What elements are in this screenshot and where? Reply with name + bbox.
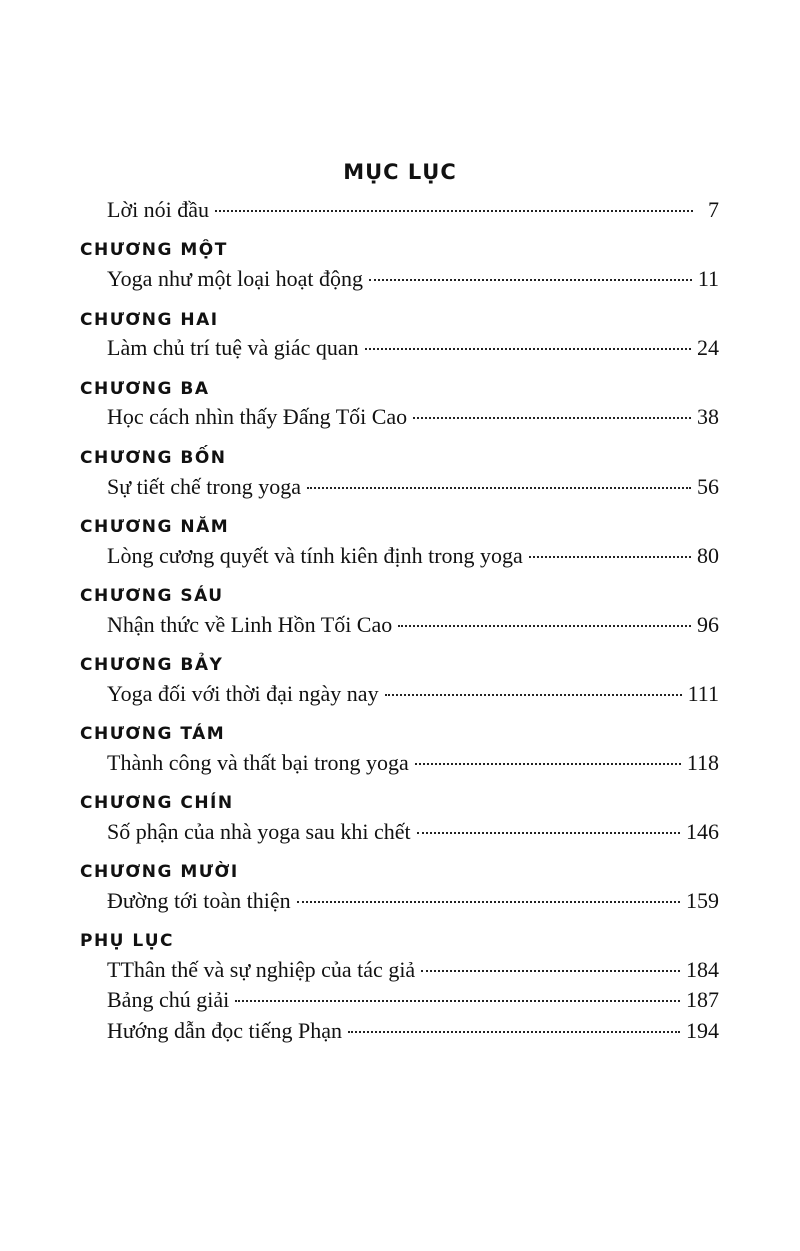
entry-title: Hướng dẫn đọc tiếng Phạn xyxy=(107,1018,342,1043)
page-number: 56 xyxy=(697,474,719,499)
toc-entry xyxy=(107,819,719,845)
chapter-heading: CHƯƠNG TÁM xyxy=(80,724,226,744)
dot-leader xyxy=(421,970,680,972)
entry-title: Bảng chú giải xyxy=(107,987,230,1012)
page-number: 194 xyxy=(686,1018,719,1043)
dot-leader xyxy=(297,901,680,903)
toc-entry xyxy=(107,612,719,638)
entry-title: Thành công và thất bại trong yoga xyxy=(107,750,409,775)
chapter-heading: CHƯƠNG BA xyxy=(80,379,210,399)
entry-title: Nhận thức về Linh Hồn Tối Cao xyxy=(107,612,393,637)
entry-title: Số phận của nhà yoga sau khi chết xyxy=(107,819,411,844)
dot-leader xyxy=(413,417,691,419)
entry-title: Yoga như một loại hoạt động xyxy=(107,266,363,291)
toc-entry xyxy=(107,987,719,1013)
toc-entry xyxy=(107,474,719,500)
page-number: 184 xyxy=(686,957,719,982)
entry-title: Lòng cương quyết và tính kiên định trong yoga xyxy=(107,543,523,568)
page-title: MỤC LỤC xyxy=(343,160,457,184)
dot-leader xyxy=(417,832,680,834)
page-number: 11 xyxy=(697,266,719,291)
toc-entry xyxy=(107,750,719,776)
entry-title: Yoga đối với thời đại ngày nay xyxy=(107,681,379,706)
dot-leader xyxy=(307,487,691,489)
dot-leader xyxy=(215,210,693,212)
dot-leader xyxy=(529,556,691,558)
chapter-heading: CHƯƠNG BỐN xyxy=(80,448,227,468)
dot-leader xyxy=(235,1000,680,1002)
toc-entry xyxy=(107,404,719,430)
toc-entry xyxy=(107,266,719,292)
entry-title: Đường tới toàn thiện xyxy=(107,888,291,913)
dot-leader xyxy=(398,625,691,627)
dot-leader xyxy=(365,348,691,350)
page-number: 146 xyxy=(686,819,719,844)
dot-leader xyxy=(369,279,692,281)
chapter-heading: PHỤ LỤC xyxy=(80,931,175,951)
toc-entry xyxy=(107,1018,719,1044)
page-number: 118 xyxy=(686,750,719,775)
toc-entry xyxy=(107,888,719,914)
toc-entry xyxy=(107,197,719,223)
toc-entry xyxy=(107,957,719,983)
chapter-heading: CHƯƠNG BẢY xyxy=(80,655,224,675)
entry-title: Sự tiết chế trong yoga xyxy=(107,474,301,499)
chapter-heading: CHƯƠNG HAI xyxy=(80,310,219,330)
chapter-heading: CHƯƠNG MƯỜI xyxy=(80,862,239,882)
page-number: 80 xyxy=(697,543,719,568)
page-number: 111 xyxy=(687,681,719,706)
chapter-heading: CHƯƠNG NĂM xyxy=(80,517,230,537)
chapter-heading: CHƯƠNG MỘT xyxy=(80,240,228,260)
page-number: 159 xyxy=(686,888,719,913)
chapter-heading: CHƯƠNG CHÍN xyxy=(80,793,234,813)
page-number: 96 xyxy=(697,612,719,637)
toc-entry xyxy=(107,335,719,361)
page-number: 7 xyxy=(708,197,719,222)
dot-leader xyxy=(415,763,681,765)
entry-title: Học cách nhìn thấy Đấng Tối Cao xyxy=(107,404,408,429)
entry-title: Lời nói đầu xyxy=(107,197,210,222)
toc-entry xyxy=(107,681,719,707)
dot-leader xyxy=(385,694,682,696)
page-number: 24 xyxy=(697,335,719,360)
page-number: 38 xyxy=(697,404,719,429)
toc-entry xyxy=(107,543,719,569)
entry-title: TThân thế và sự nghiệp của tác giả xyxy=(107,957,416,982)
entry-title: Làm chủ trí tuệ và giác quan xyxy=(107,335,359,360)
page-number: 187 xyxy=(686,987,719,1012)
chapter-heading: CHƯƠNG SÁU xyxy=(80,586,224,606)
dot-leader xyxy=(348,1031,680,1033)
